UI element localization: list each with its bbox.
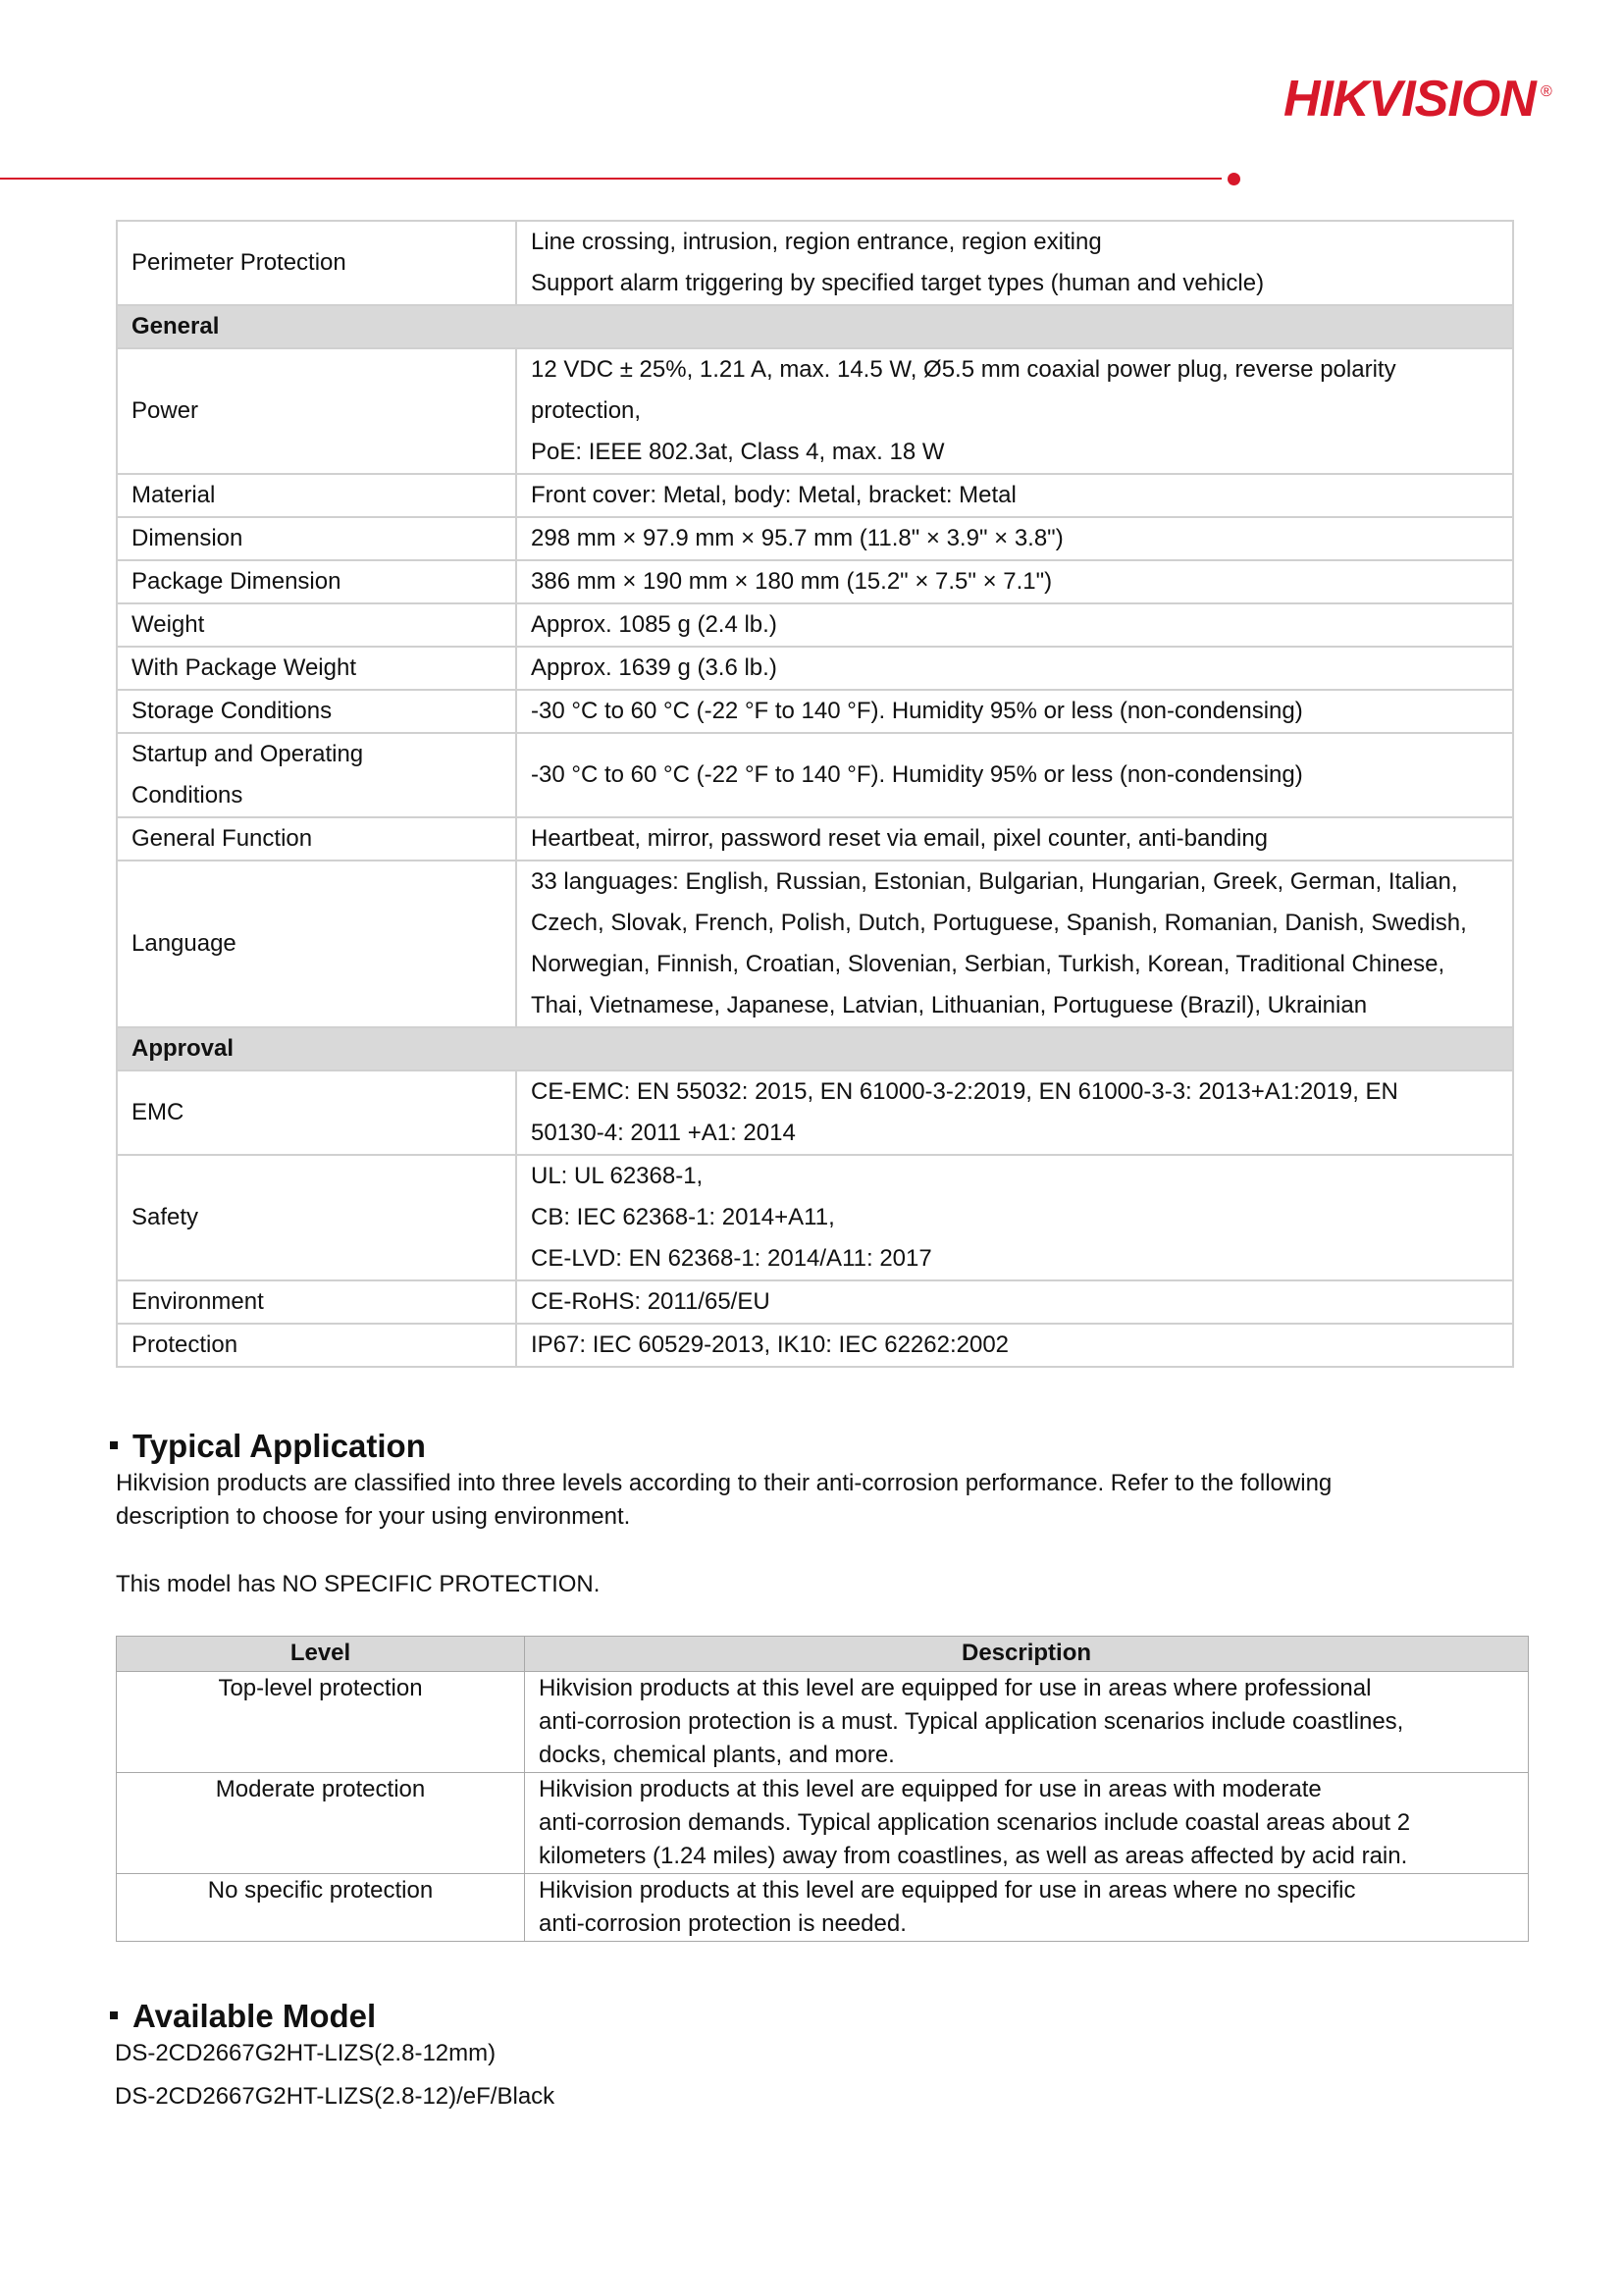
spec-table [116, 220, 1514, 1368]
description-line: anti-corrosion protection is a must. Typical application scenarios include coastlines, [539, 1708, 1404, 1735]
model-protection-note: This model has NO SPECIFIC PROTECTION. [116, 1571, 601, 1597]
model-number: DS-2CD2667G2HT-LIZS(2.8-12mm) [115, 2040, 497, 2066]
heading-text: Typical Application [132, 1428, 426, 1464]
spec-section-title: General [117, 305, 1513, 348]
spec-row-protection [117, 1324, 1513, 1367]
typical-application-heading [110, 1427, 426, 1466]
spec-value [516, 221, 1513, 305]
spec-label: Dimension [117, 517, 516, 560]
spec-value [516, 1155, 1513, 1280]
typical-application-intro [116, 1467, 1332, 1534]
spec-value [516, 690, 1513, 733]
level-cell: No specific protection [117, 1874, 525, 1942]
spec-label: Package Dimension [117, 560, 516, 603]
description-cell [525, 1773, 1529, 1874]
spec-label: Storage Conditions [117, 690, 516, 733]
spec-value [516, 348, 1513, 474]
spec-value-line: Front cover: Metal, body: Metal, bracket: Metal [531, 482, 1017, 508]
spec-row-language [117, 861, 1513, 1027]
spec-section-general [117, 305, 1513, 348]
intro-line: description to choose for your using environment. [116, 1503, 631, 1530]
bullet-square-icon [110, 2011, 118, 2019]
description-cell [525, 1672, 1529, 1773]
spec-row-safety [117, 1155, 1513, 1280]
spec-value-line: CB: IEC 62368-1: 2014+A11, [531, 1204, 835, 1230]
spec-row-weight [117, 603, 1513, 647]
spec-row-perimeter-protection [117, 221, 1513, 305]
spec-label: Material [117, 474, 516, 517]
levels-row-moderate [117, 1773, 1529, 1874]
spec-value [516, 817, 1513, 861]
level-header: Level [117, 1637, 525, 1672]
spec-value-line: IP67: IEC 60529-2013, IK10: IEC 62262:2002 [531, 1331, 1010, 1358]
spec-value-line: Approx. 1085 g (2.4 lb.) [531, 611, 777, 638]
spec-value-line: CE-EMC: EN 55032: 2015, EN 61000-3-2:2019, EN 61000-3-3: 2013+A1:2019, EN [531, 1078, 1398, 1105]
spec-value-line: 33 languages: English, Russian, Estonian, Bulgarian, Hungarian, Greek, German, Italian, [531, 868, 1458, 895]
spec-label: Perimeter Protection [117, 221, 516, 305]
spec-value-line: CE-LVD: EN 62368-1: 2014/A11: 2017 [531, 1245, 932, 1272]
spec-label: Weight [117, 603, 516, 647]
spec-value-line: Thai, Vietnamese, Japanese, Latvian, Lithuanian, Portuguese (Brazil), Ukrainian [531, 992, 1368, 1018]
spec-value-line: Support alarm triggering by specified target types (human and vehicle) [531, 270, 1265, 296]
level-cell: Moderate protection [117, 1773, 525, 1874]
spec-row-general-function [117, 817, 1513, 861]
spec-label: Environment [117, 1280, 516, 1324]
spec-label-cell [117, 733, 516, 817]
spec-value-line: Czech, Slovak, French, Polish, Dutch, Portuguese, Spanish, Romanian, Danish, Swedish, [531, 910, 1467, 936]
available-model-heading [110, 1997, 376, 2036]
protection-levels-table [116, 1636, 1529, 1942]
header-divider-dot [1228, 173, 1240, 185]
levels-table-body [117, 1672, 1529, 1942]
description-cell [525, 1874, 1529, 1942]
levels-table-head [117, 1637, 1529, 1672]
spec-value-line: Approx. 1639 g (3.6 lb.) [531, 654, 777, 681]
spec-value-line: 386 mm × 190 mm × 180 mm (15.2" × 7.5" × 7.1") [531, 568, 1053, 595]
spec-value [516, 861, 1513, 1027]
spec-value [516, 474, 1513, 517]
spec-value-line: Line crossing, intrusion, region entrance, region exiting [531, 229, 1102, 255]
model-list [115, 2032, 554, 2118]
levels-row-no-specific [117, 1874, 1529, 1942]
registered-mark: ® [1541, 83, 1552, 100]
model-number: DS-2CD2667G2HT-LIZS(2.8-12)/eF/Black [115, 2083, 555, 2110]
description-line: Hikvision products at this level are equipped for use in areas where professional [539, 1675, 1372, 1701]
spec-row-package-dimension [117, 560, 1513, 603]
spec-row-startup-operating-conditions [117, 733, 1513, 817]
spec-section-title: Approval [117, 1027, 1513, 1070]
description-line: Hikvision products at this level are equipped for use in areas where no specific [539, 1877, 1356, 1904]
spec-value [516, 1070, 1513, 1155]
spec-value [516, 1324, 1513, 1367]
spec-label: EMC [117, 1070, 516, 1155]
hikvision-logo: HIKVISION [1283, 71, 1536, 128]
spec-value-line: 298 mm × 97.9 mm × 95.7 mm (11.8" × 3.9" × 3.8") [531, 525, 1064, 551]
spec-value [516, 733, 1513, 817]
description-line: anti-corrosion demands. Typical application scenarios include coastal areas about 2 [539, 1809, 1411, 1836]
spec-label: General Function [117, 817, 516, 861]
spec-row-with-package-weight [117, 647, 1513, 690]
description-line: kilometers (1.24 miles) away from coastlines, as well as areas affected by acid rain. [539, 1843, 1408, 1869]
level-cell: Top-level protection [117, 1672, 525, 1773]
spec-value-line: 12 VDC ± 25%, 1.21 A, max. 14.5 W, Ø5.5 mm coaxial power plug, reverse polarity [531, 356, 1396, 383]
spec-label: Power [117, 348, 516, 474]
spec-section-approval [117, 1027, 1513, 1070]
spec-value-line: PoE: IEEE 802.3at, Class 4, max. 18 W [531, 439, 945, 465]
spec-value-line: UL: UL 62368-1, [531, 1163, 704, 1189]
spec-label: Startup and Operating Conditions [131, 741, 364, 809]
spec-row-environment [117, 1280, 1513, 1324]
spec-row-emc [117, 1070, 1513, 1155]
spec-value [516, 560, 1513, 603]
spec-row-material [117, 474, 1513, 517]
spec-row-dimension [117, 517, 1513, 560]
spec-label: With Package Weight [117, 647, 516, 690]
spec-value [516, 647, 1513, 690]
spec-row-storage-conditions [117, 690, 1513, 733]
description-line: docks, chemical plants, and more. [539, 1742, 895, 1768]
spec-value-line: -30 °C to 60 °C (-22 °F to 140 °F). Humidity 95% or less (non-condensing) [531, 761, 1303, 788]
spec-table-body [117, 221, 1513, 1367]
spec-label: Language [117, 861, 516, 1027]
spec-value-line: 50130-4: 2011 +A1: 2014 [531, 1120, 796, 1146]
spec-value [516, 517, 1513, 560]
bullet-square-icon [110, 1441, 118, 1449]
spec-value [516, 603, 1513, 647]
spec-label: Safety [117, 1155, 516, 1280]
spec-row-power [117, 348, 1513, 474]
levels-row-top-level [117, 1672, 1529, 1773]
spec-value-line: Norwegian, Finnish, Croatian, Slovenian, Serbian, Turkish, Korean, Traditional Chinese, [531, 951, 1445, 977]
spec-value-line: protection, [531, 397, 642, 424]
spec-value-line: -30 °C to 60 °C (-22 °F to 140 °F). Humidity 95% or less (non-condensing) [531, 698, 1303, 724]
spec-value-line: CE-RoHS: 2011/65/EU [531, 1288, 770, 1315]
spec-label: Protection [117, 1324, 516, 1367]
intro-line: Hikvision products are classified into three levels according to their anti-corrosion performance. Refer to the following [116, 1470, 1333, 1496]
description-line: Hikvision products at this level are equipped for use in areas with moderate [539, 1776, 1322, 1802]
spec-value-line: Heartbeat, mirror, password reset via email, pixel counter, anti-banding [531, 825, 1269, 852]
description-header: Description [525, 1637, 1529, 1672]
heading-text: Available Model [132, 1998, 377, 2034]
header-divider-line [0, 178, 1222, 180]
description-line: anti-corrosion protection is needed. [539, 1910, 907, 1937]
spec-value [516, 1280, 1513, 1324]
levels-header-row [117, 1637, 1529, 1672]
